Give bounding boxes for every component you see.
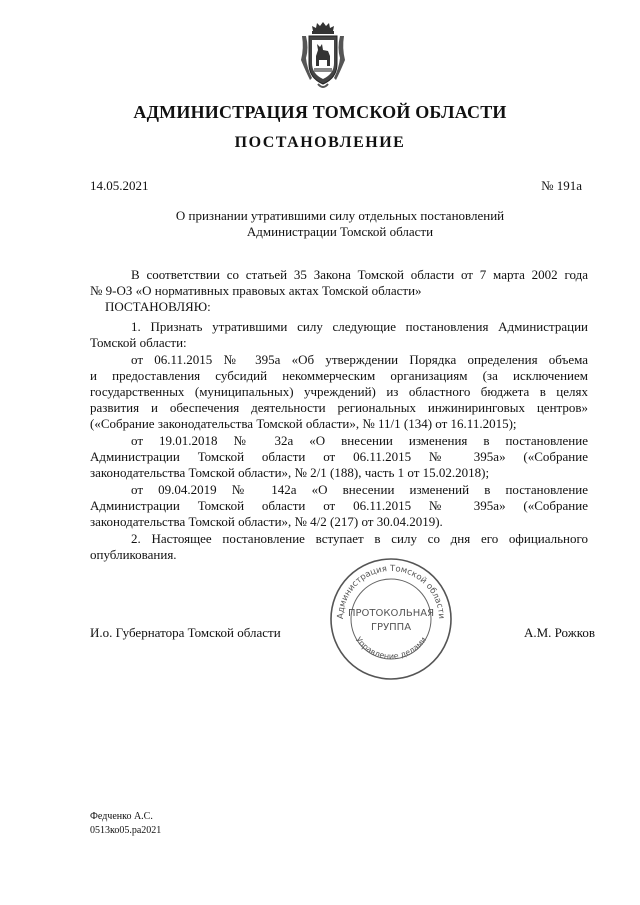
body-line: от 09.04.2019 № 142а «О внесении изменений в постановление [131,482,588,497]
executor-info [90,810,161,838]
body-line: («Собрание законодательства Томской области», № 11/1 (134) от 16.11.2015); [90,416,517,431]
body-line: законодательства Томской области», № 2/1 (188), часть 1 от 15.02.2018); [90,465,490,480]
body-line: В соответствии со статьей 35 Закона Томской области от 7 марта 2002 года [131,267,588,282]
body-line: государственных (муниципальных) учреждений) из областного бюджета в целях [90,384,588,399]
body-line: Администрации Томской области от 06.11.2015 № 395а» («Собрание [90,498,588,513]
signatory-name: А.М. Рожков [523,625,595,640]
resolve-heading: ПОСТАНОВЛЯЮ: [105,299,211,314]
subject-line: Администрации Томской области [246,224,434,239]
stamp-ring-bottom: Управление делами [353,635,429,661]
document-subject [120,208,560,240]
official-stamp [328,556,454,682]
body-line: № 9-ОЗ «О нормативных правовых актах Томской области» [90,283,422,298]
body-line: Администрации Томской области от 06.11.2015 № 395а» («Собрание [90,449,588,464]
document-date: 14.05.2021 [90,178,149,193]
document-type-title: ПОСТАНОВЛЕНИЕ [234,134,406,151]
body-line: от 06.11.2015 № 395а «Об утверждении Порядка определения объема [131,352,588,367]
body-line: опубликования. [90,547,177,562]
signatory-position: И.о. Губернатора Томской области [90,625,281,640]
executor-name: Федченко А.С. [90,811,153,822]
executor-code: 0513ко05.ра2021 [90,825,162,836]
body-line: законодательства Томской области», № 4/2 (217) от 30.04.2019). [90,514,443,529]
stamp-center-line: ПРОТОКОЛЬНАЯ [347,608,435,619]
body-line: от 19.01.2018 № 32а «О внесении изменения в постановление [131,433,588,448]
document-number: № 191а [541,178,582,193]
stamp-ring-text: Администрация Томской области [335,563,447,620]
subject-line: О признании утратившими силу отдельных постановлений [175,208,505,223]
body-line: Томской области: [90,335,187,350]
body-line: 2. Настоящее постановление вступает в силу со дня его официального [131,531,588,546]
coat-of-arms-emblem [298,20,348,92]
body-line: развития и обеспечения деятельности региональных инжиниринговых центров» [90,400,588,415]
organization-title: АДМИНИСТРАЦИЯ ТОМСКОЙ ОБЛАСТИ [133,102,507,122]
body-line: и предоставления субсидий некоммерческим организациям (за исключением [90,368,588,383]
svg-text:Управление делами [354,635,428,661]
stamp-center-line: ГРУППА [370,622,412,633]
body-line: 1. Признать утратившими силу следующие постановления Администрации [131,319,588,334]
